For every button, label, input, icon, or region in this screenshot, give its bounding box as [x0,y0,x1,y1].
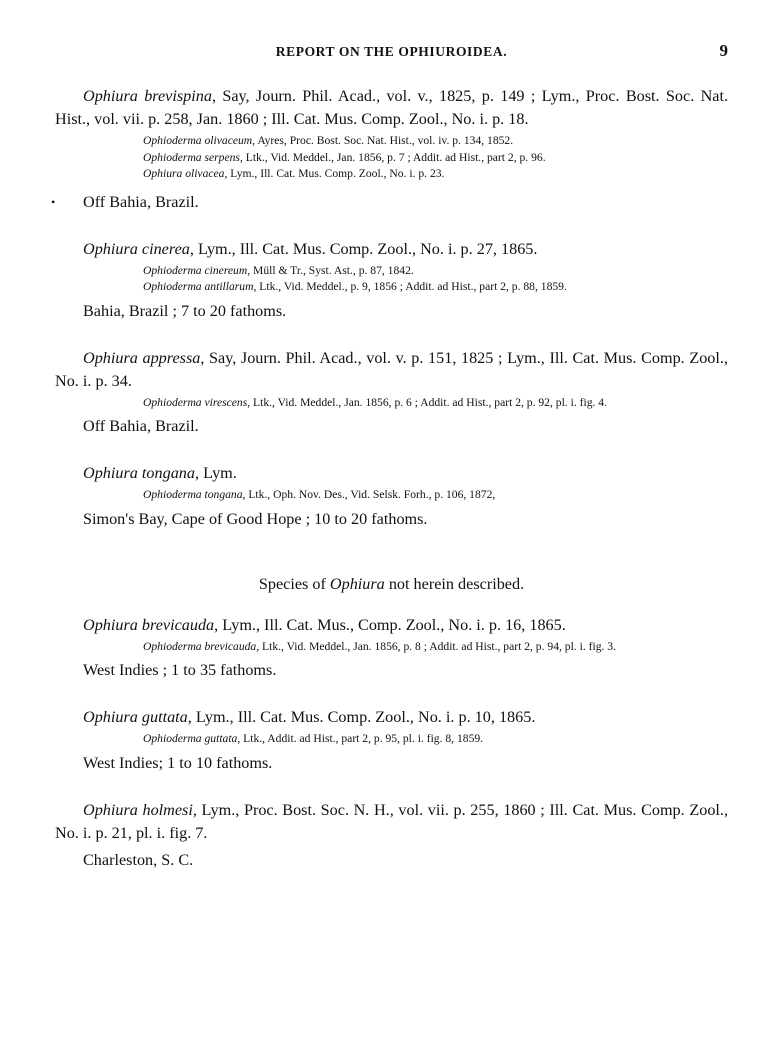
page-header [55,41,728,66]
species-entry [51,85,728,214]
synonym-ref: , Lym., Ill. Cat. Mus. Comp. Zool., No. i. p. 23. [224,167,445,180]
species-name: Ophiura cinerea [83,239,190,258]
species-entry [55,238,728,323]
citation-text: , Lym. [194,464,237,482]
synonym-name: Ophioderma virescens [143,395,248,409]
section-heading: Species of Ophiura not herein described. [258,574,525,593]
synonym-name: Ophioderma brevicauda [143,639,257,653]
citation-text: , Lym., Ill. Cat. Mus. Comp. Zool., No. i. p. 27, 1865. [189,239,538,258]
synonym-name: Ophioderma olivaceum [143,134,253,147]
synonym-ref: , Ltk., Vid. Meddel., Jan. 1856, p. 7 ; Addit. ad Hist., part 2, p. 96. [239,150,546,164]
species-entry [55,799,728,872]
synonym-name: Ophioderma tongana [143,488,243,501]
synonym-ref: , Ltk., Addit. ad Hist., part 2, p. 95, pl. i. fig. 8, 1859. [237,732,484,745]
locality: West Indies; 1 to 10 fathoms. [83,753,273,772]
synonym-ref: , Ayres, Proc. Bost. Soc. Nat. Hist., vol. iv. p. 134, 1852. [252,134,514,147]
citation-text: , Lym., Proc. Bost. Soc. N. H., vol. vii. p. 255, 1860 ; Ill. Cat. Mus. Comp. Zool., No. i. p. 21, pl. i. fig. 7. [55,800,728,842]
species-citation [55,238,728,261]
synonym-ref: , Ltk., Vid. Meddel., Jan. 1856, p. 6 ; Addit. ad Hist., part 2, p. 92, pl. i. fig. 4. [247,395,607,409]
synonym [55,166,728,183]
species-citation [55,85,728,131]
synonym-ref: , Ltk., Vid. Meddel., p. 9, 1856 ; Addit. ad Hist., part 2, p. 88, 1859. [253,280,567,293]
species-citation [55,706,728,729]
citation-text: , Lym., Ill. Cat. Mus. Comp. Zool., No. i. p. 10, 1865. [187,708,536,726]
synonym-ref: , Müll & Tr., Syst. Ast., p. 87, 1842. [247,263,414,277]
page-body [51,85,728,894]
species-name: Ophiura appressa [83,348,201,367]
species-citation [55,462,728,485]
species-name: Ophiura brevispina [83,87,212,105]
species-name: Ophiura holmesi [83,800,193,819]
synonym [55,731,728,748]
locality: Off Bahia, Brazil. [83,417,199,435]
species-entry [55,614,728,683]
locality: Simon's Bay, Cape of Good Hope ; 10 to 20 fathoms. [83,509,428,528]
synonym-name: Ophioderma guttata [143,732,238,745]
synonym [55,263,728,280]
synonym-ref: , Ltk., Oph. Nov. Des., Vid. Selsk. Forh., p. 106, 1872, [242,488,496,501]
stray-mark: • [51,194,56,209]
species-entry [55,462,728,531]
species-name: Ophiura tongana [83,464,195,482]
synonym [55,133,728,150]
synonym [55,487,728,504]
synonym-name: Ophioderma cinereum [143,263,248,277]
synonym [55,639,728,656]
species-citation [55,614,728,637]
species-citation [55,347,728,393]
page-number: 9 [719,41,728,60]
locality: Bahia, Brazil ; 7 to 20 fathoms. [83,301,287,320]
citation-text: , Say, Journ. Phil. Acad., vol. v., 1825, p. 149 ; Lym., Proc. Bost. Soc. Nat. Hist., vol. vii. p. 258, Jan. 1860 ; Ill. Cat. Mus. Comp. Zool., No. i. p. 18. [55,87,728,128]
synonym [55,395,728,412]
species-citation [55,799,728,845]
species-name: Ophiura brevicauda [83,615,215,634]
citation-text: , Lym., Ill. Cat. Mus., Comp. Zool., No. i. p. 16, 1865. [214,615,566,634]
synonym [55,150,728,167]
synonym-name: Ophiura olivacea [143,167,225,180]
locality-text: Off Bahia, Brazil. [83,192,199,211]
species-entry [55,706,728,775]
locality: West Indies ; 1 to 35 fathoms. [83,661,277,679]
synonym-ref: , Ltk., Vid. Meddel., Jan. 1856, p. 8 ; Addit. ad Hist., part 2, p. 94, pl. i. fig. 3. [256,639,616,653]
synonym-name: Ophioderma serpens [143,150,240,164]
locality [51,191,728,214]
species-name: Ophiura guttata [83,708,188,726]
synonym-name: Ophioderma antillarum [143,280,254,293]
species-entry [55,347,728,439]
citation-text: , Say, Journ. Phil. Acad., vol. v. p. 151, 1825 ; Lym., Ill. Cat. Mus. Comp. Zool., No. i. p. 34. [55,348,728,390]
locality: Charleston, S. C. [83,850,194,869]
running-title: REPORT ON THE OPHIUROIDEA. [275,44,508,59]
synonym [55,279,728,296]
